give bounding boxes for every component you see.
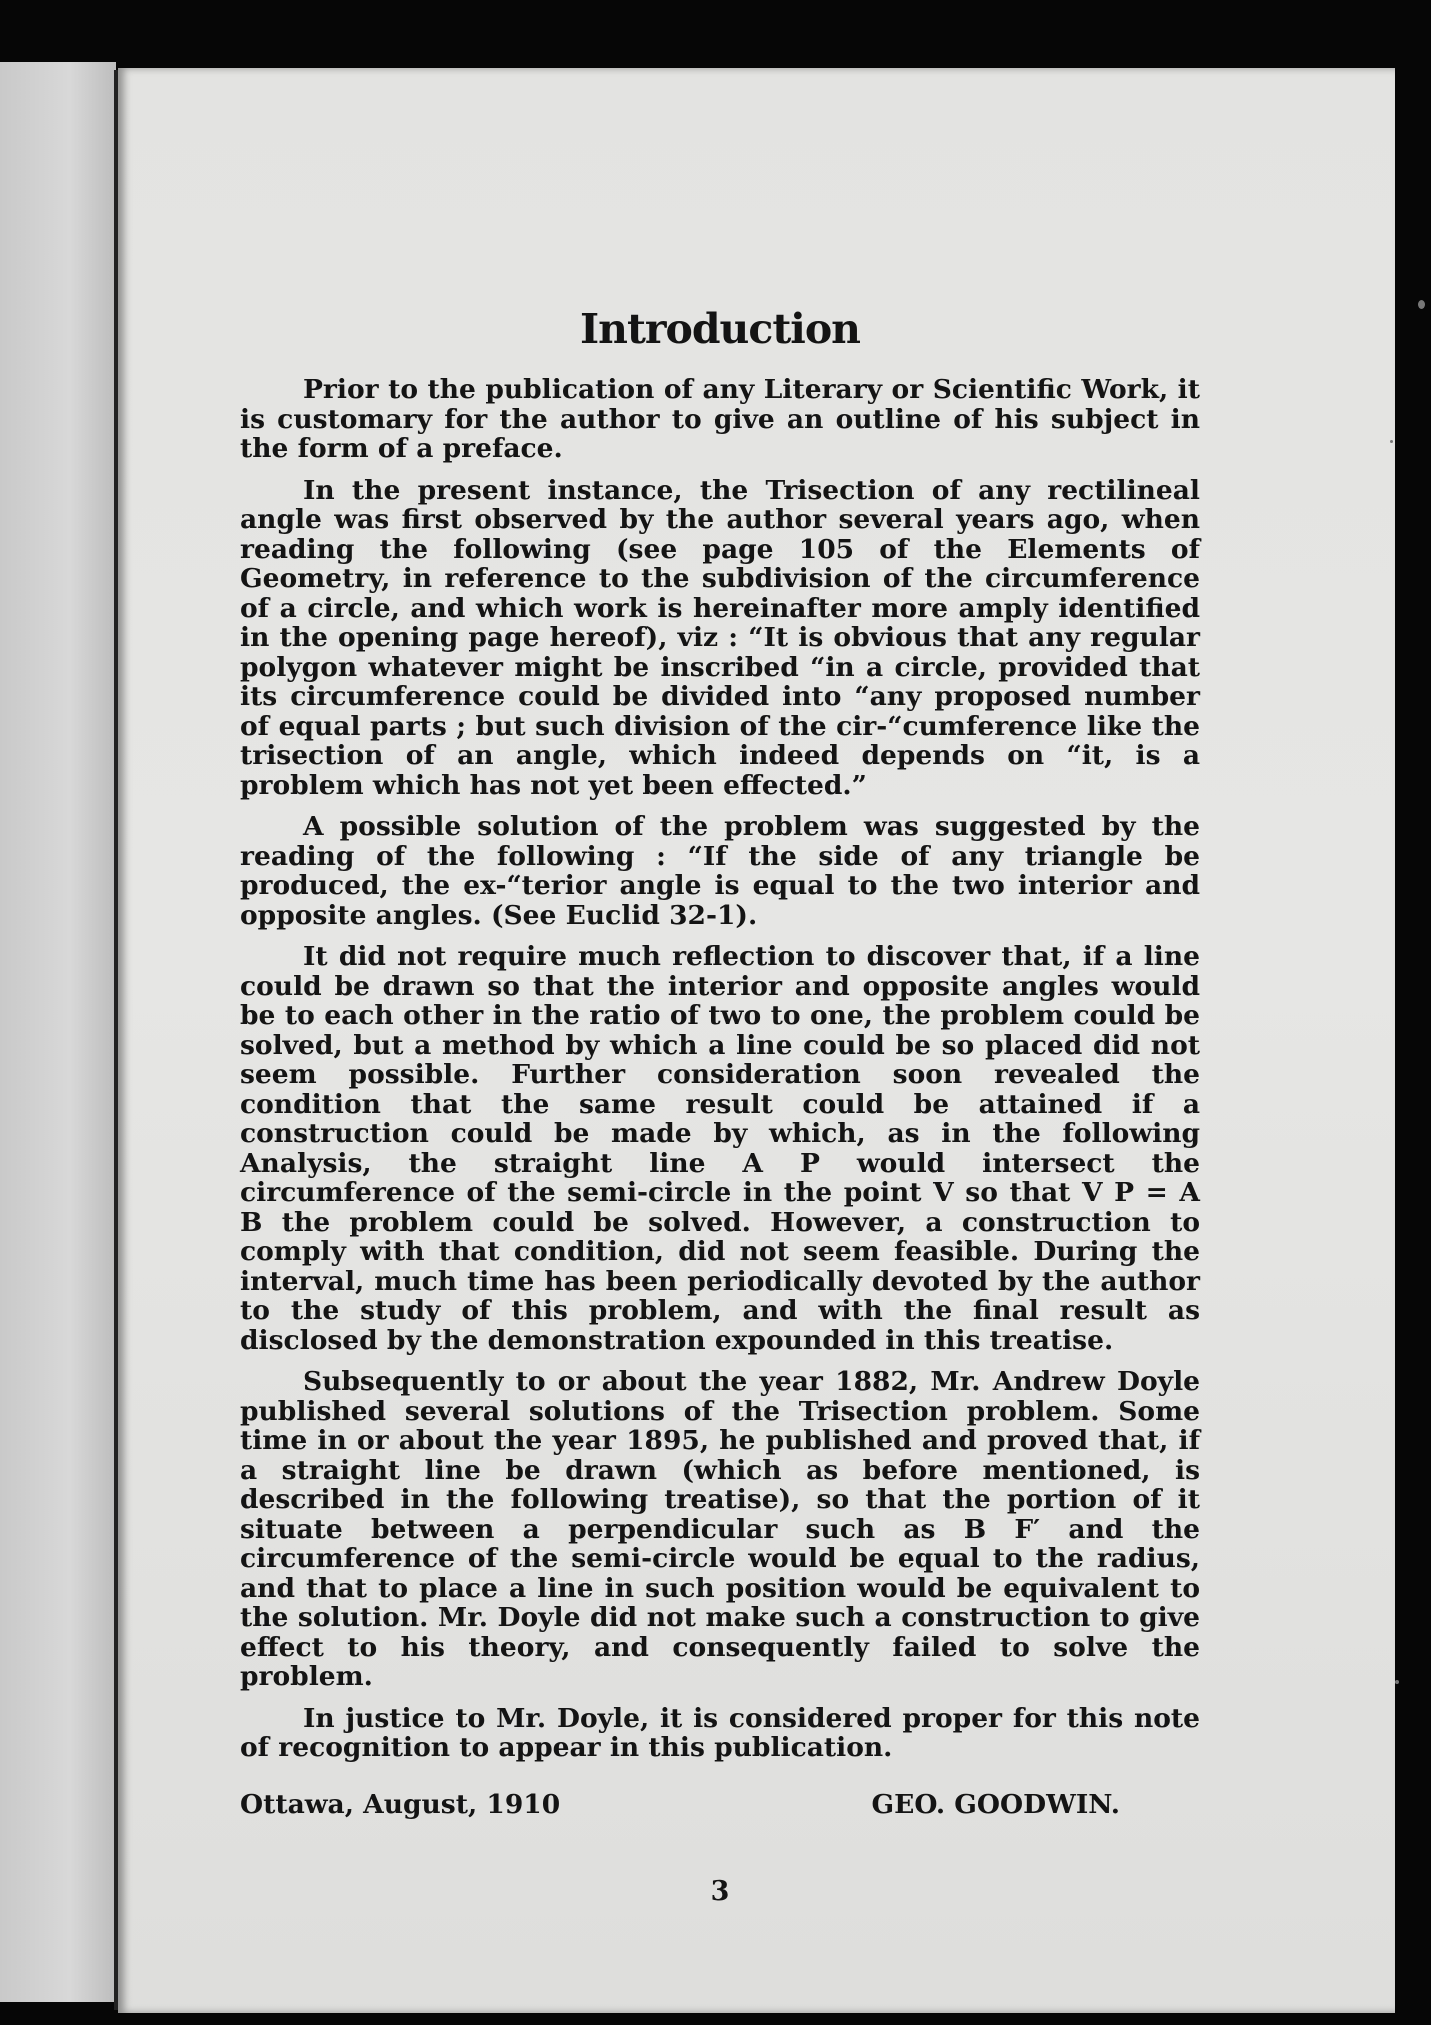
paragraph-3: A possible solution of the problem was suggested by the reading of the following : “If the side of any triangle be produced, the ex-“terior angle is equal to the two interior and opposite angles. (See Euclid 32-1). (240, 811, 1200, 931)
page-title: Introduction (580, 305, 860, 353)
place-date: Ottawa, August, 1910 (240, 1788, 561, 1820)
author-signature: GEO. GOODWIN. (871, 1788, 1120, 1820)
paragraph-4: It did not require much reflection to discover that, if a line could be drawn so that the interior and opposite angles would be to each other in the ratio of two to one, the problem could be solved, but a method by which a line could be so placed did not seem possible. Further consideration soon revealed the condition that the same result could be attained if a construction could be made by which, as in the following Analysis, the straight line A P would intersect the circumference of the semi-circle in the point V so that V P = A B the problem could be solved. However, a construction to comply with that condition, did not seem feasible. During the interval, much time has been periodically devoted by the author to the study of this problem, and with the final result as disclosed by the demonstration expounded in this treatise. (240, 941, 1200, 1356)
facing-page-edge (0, 62, 116, 2002)
page-content (240, 305, 1200, 1907)
page-number: 3 (710, 1875, 730, 1907)
signature-row (240, 1789, 1200, 1820)
paragraph-6: In justice to Mr. Doyle, it is considered proper for this note of recognition to appear in this publication. (240, 1702, 1200, 1763)
scan-speck (1418, 300, 1425, 309)
paragraph-1: Prior to the publication of any Literary or Scientific Work, it is customary for the author to give an outline of his subject in the form of a preface. (240, 374, 1200, 464)
scan-speck (1395, 1680, 1399, 1684)
scan-speck (1390, 440, 1393, 443)
paragraph-2: In the present instance, the Trisection of any rectilineal angle was first observed by the author several years ago, when reading the following (see page 105 of the Elements of Geometry, in reference to the subdivision of the circumference of a circle, and which work is hereinafter more amply identified in the opening page hereof), viz : “It is obvious that any regular polygon whatever might be inscribed “in a circle, provided that its circumference could be divided into “any proposed number of equal parts ; but such division of the cir-“cumference like the trisection of an angle, which indeed depends on “it, is a problem which has not yet been effected.” (240, 474, 1200, 801)
paragraph-5: Subsequently to or about the year 1882, Mr. Andrew Doyle published several solutions of the Trisection problem. Some time in or about the year 1895, he published and proved that, if a straight line be drawn (which as before mentioned, is described in the following treatise), so that the portion of it situate between a perpendicular such as B F′ and the circumference of the semi-circle would be equal to the radius, and that to place a line in such position would be equivalent to the solution. Mr. Doyle did not make such a construction to give effect to his theory, and consequently failed to solve the problem. (240, 1366, 1200, 1692)
